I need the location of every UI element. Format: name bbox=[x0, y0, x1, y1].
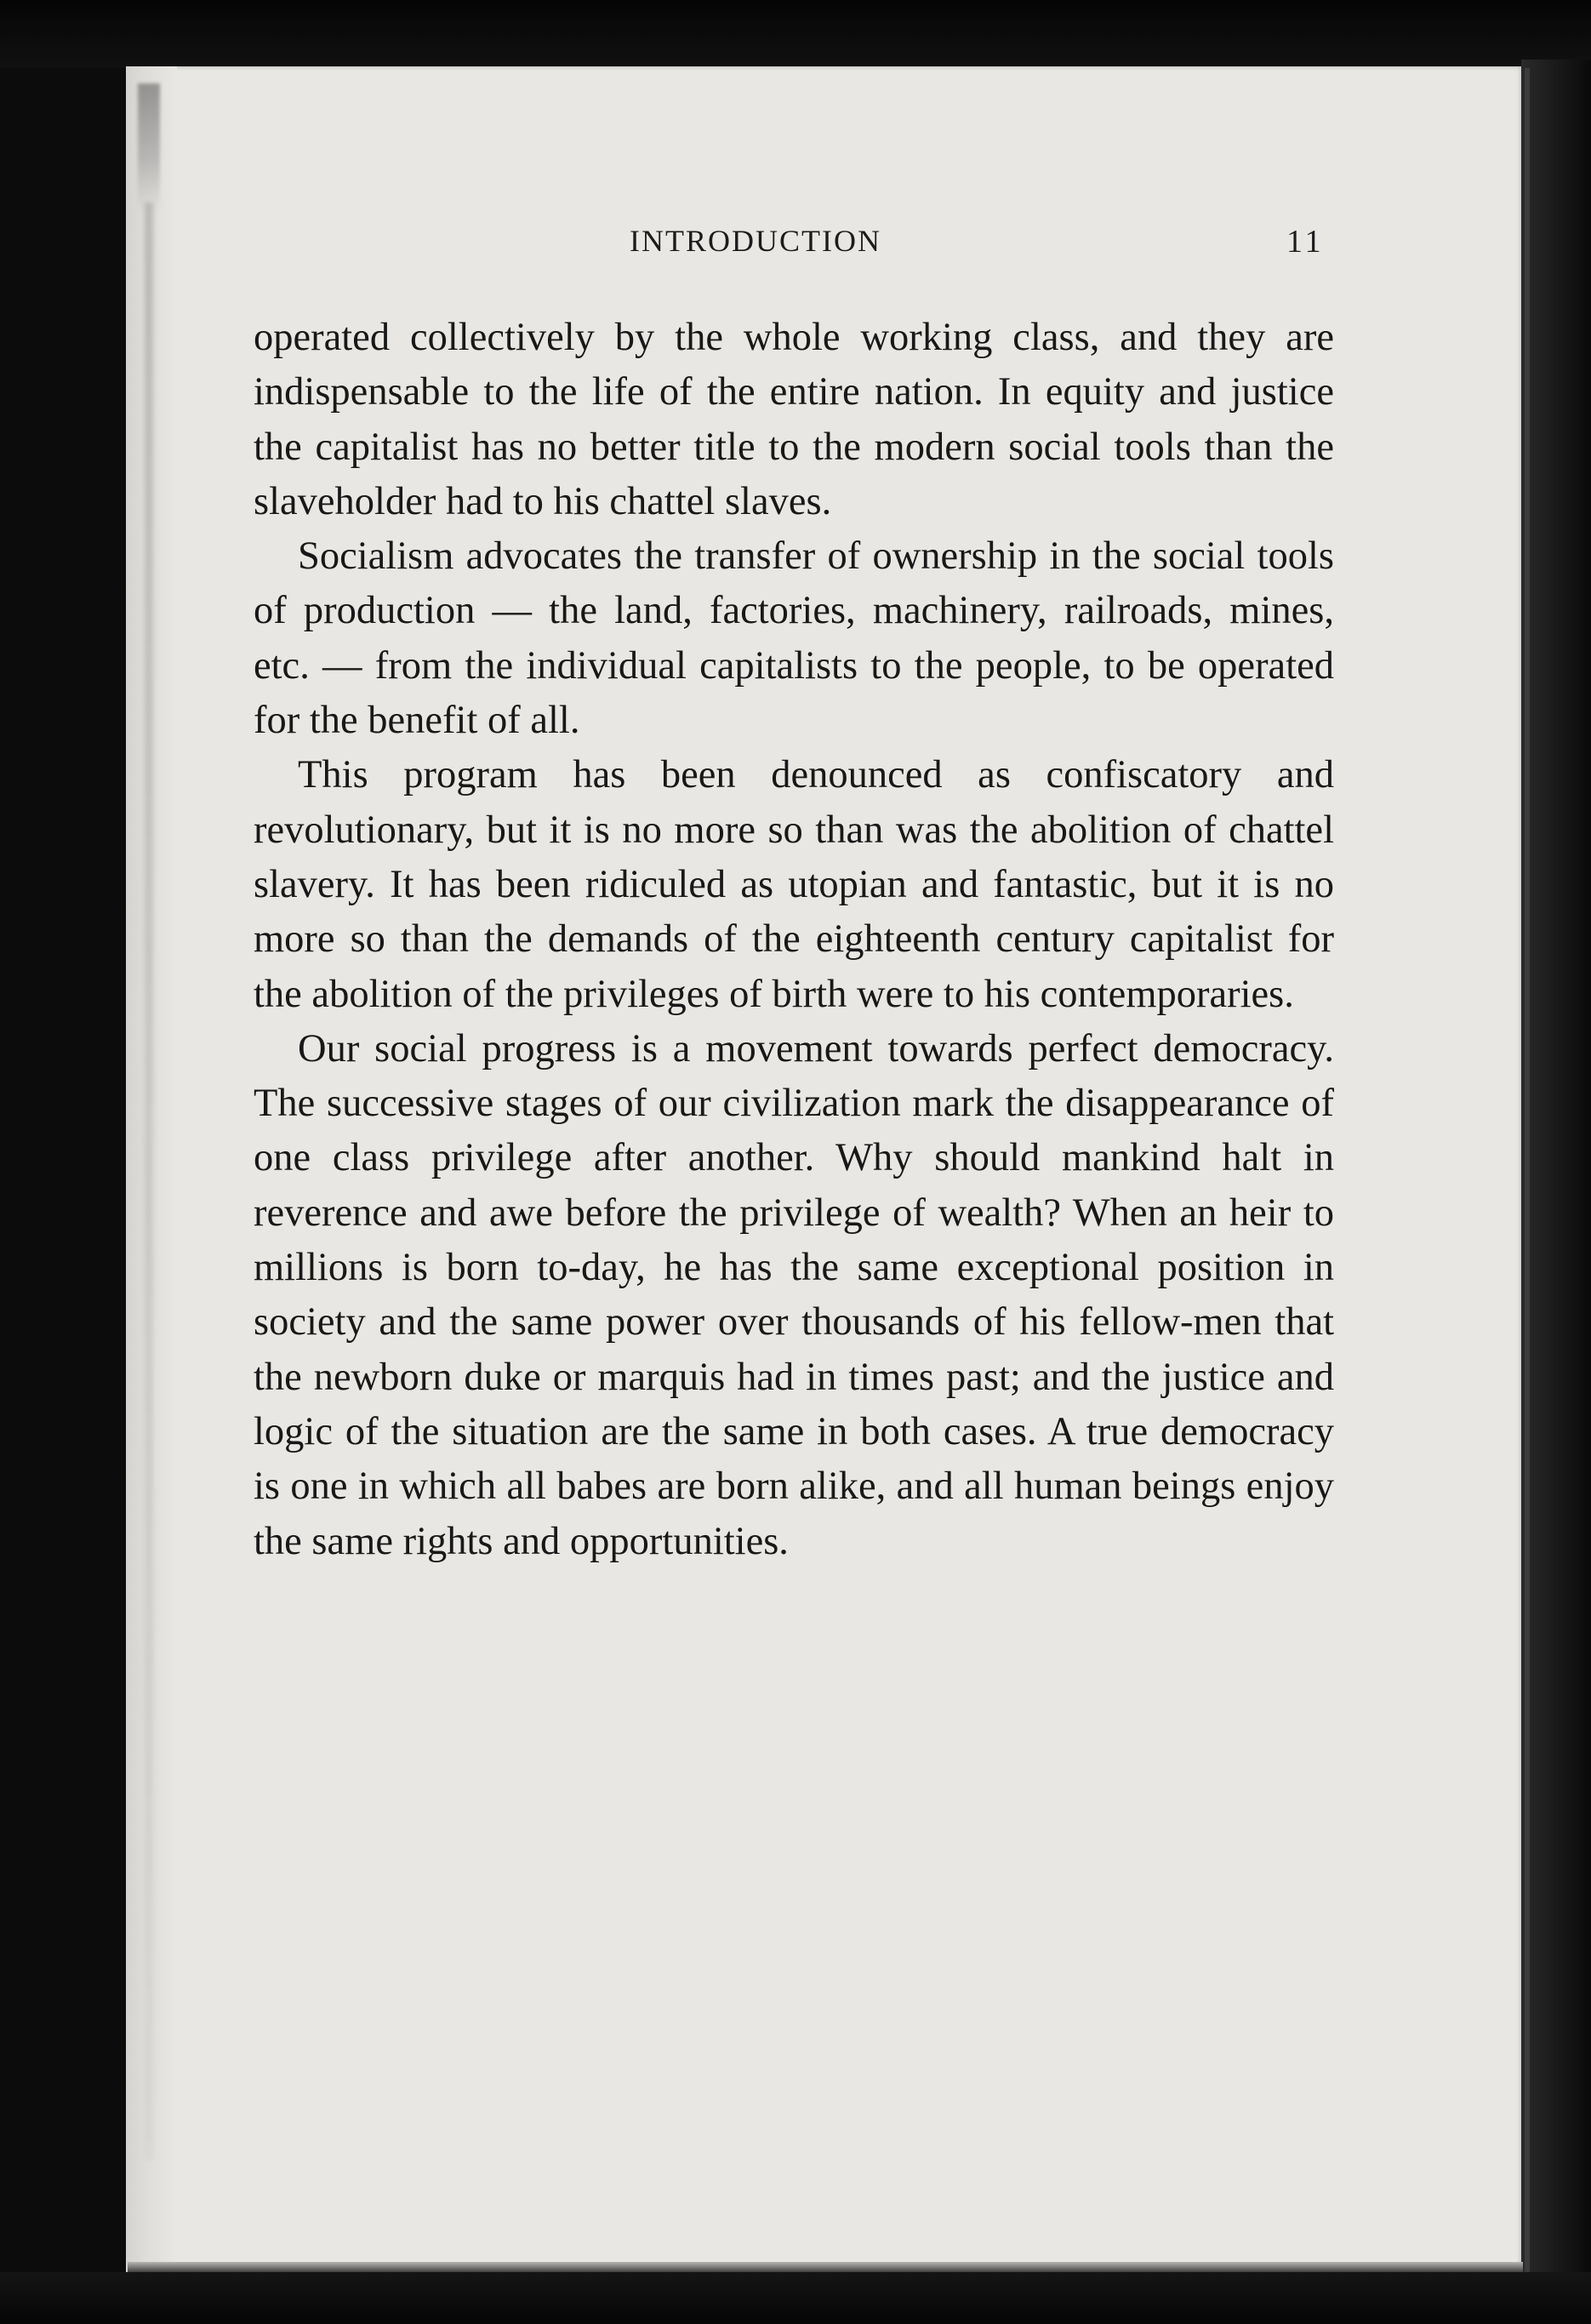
paragraph-program: This program has been denounced as confiscatory and revolutionary, but it is no more so than was the abolition of chattel slavery. It has been ridiculed as utopian and fantastic, but it is no more so than the demands of the eighteenth century capitalist for the abolition of the privileges of birth were to his contemporaries. bbox=[254, 753, 1334, 1016]
gutter-shadow-mark bbox=[138, 83, 160, 211]
page-number: 11 bbox=[1286, 224, 1325, 260]
scan-bottom-border bbox=[0, 2272, 1591, 2324]
running-head bbox=[0, 223, 1591, 266]
paragraph-socialism: Socialism advocates the transfer of ownership in the social tools of production — the land, factories, machinery, railroads, mines, etc. — from the individual capitalists to the people, to be operated for the benefit of all. bbox=[254, 534, 1334, 743]
paragraph-continued: operated collectively by the whole working class, and they are indispensable to the life of the entire nation. In equity and justice the capitalist has no better title to the modern social tools than the slaveholder had to his chattel slaves. bbox=[254, 316, 1334, 523]
gutter-streak bbox=[145, 203, 153, 2160]
scan-top-border bbox=[0, 0, 1591, 68]
page-right-edge bbox=[1525, 68, 1530, 2272]
running-head-title: INTRODUCTION bbox=[630, 224, 881, 258]
body-text bbox=[254, 311, 1334, 1569]
paragraph-progress: Our social progress is a movement towards perfect democracy. The successive stages of our civilization mark the disappearance of one class privilege after another. Why should mankind halt in reverence and awe before the privilege of wealth? When an heir to millions is born to-day, he has the same exceptional position in society and the same power over thousands of his fellow-men that the newborn duke or marquis had in times past; and the justice and logic of the situation are the same in both cases. A true democracy is one in which all babes are born alike, and all human beings enjoy the same rights and opportunities. bbox=[254, 1026, 1334, 1563]
scan-right-border bbox=[1521, 60, 1591, 2289]
